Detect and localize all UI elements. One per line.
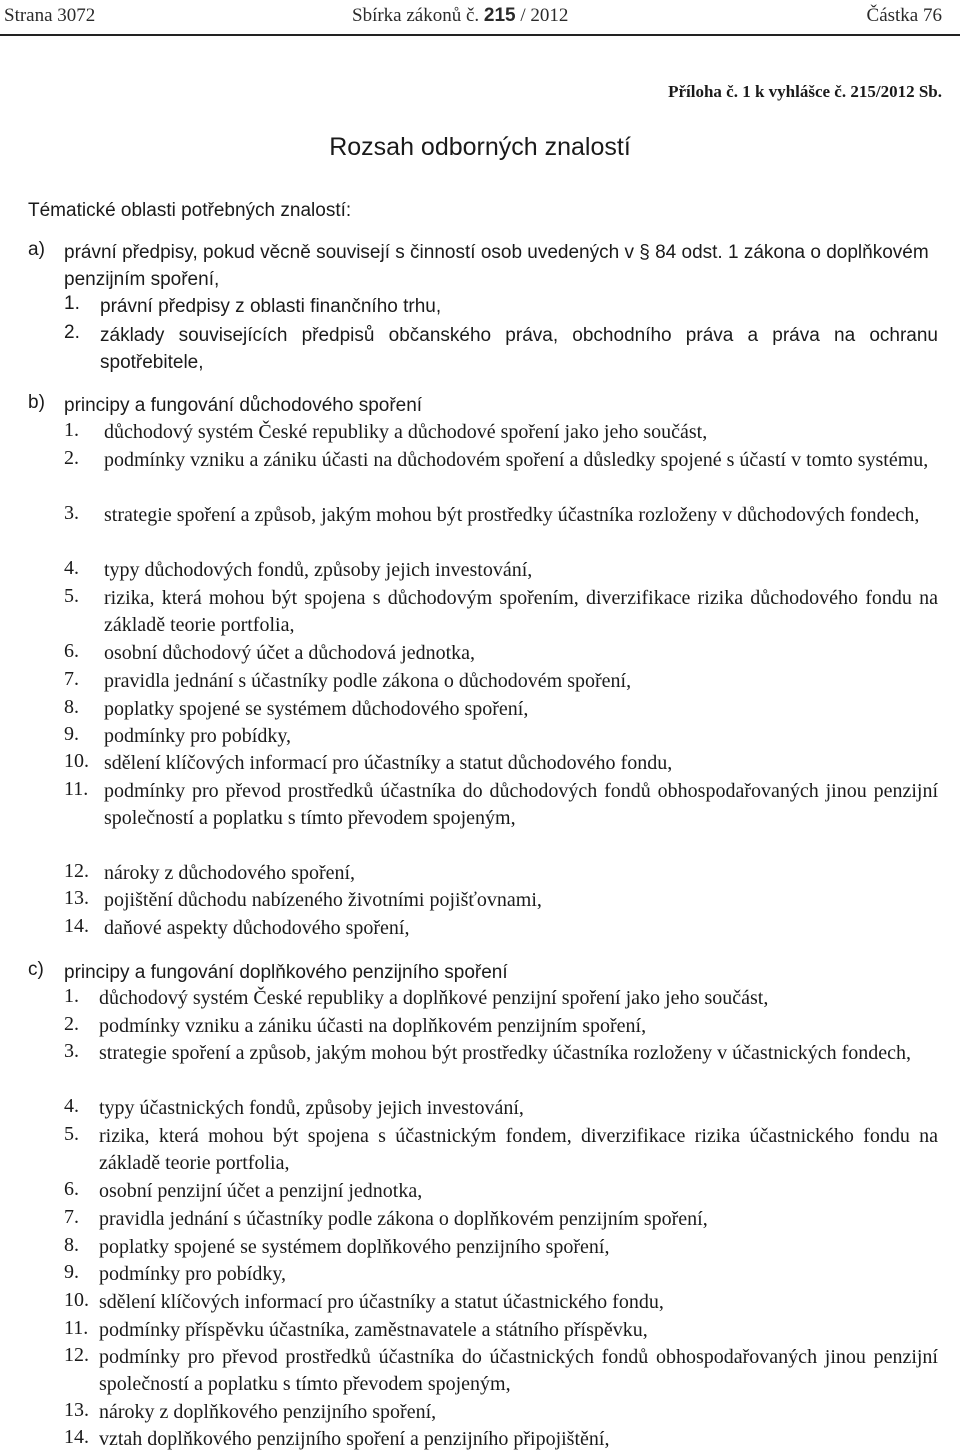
collection-year: / 2012 <box>515 5 569 26</box>
list-item-number: 7. <box>64 1206 79 1228</box>
list-item-text: základy souvisejících předpisů občanského práva, obchodního práva a práva na ochranu spotřebitele, <box>100 325 938 373</box>
section-title: principy a fungování důchodového spoření <box>64 395 423 416</box>
list-item-text: strategie spoření a způsob, jakým mohou být prostředky účastníka rozloženy v důchodových fondech, <box>104 504 920 526</box>
list-item-number: 3. <box>64 1040 79 1062</box>
list-item-text: pojištění důchodu nabízeného životními pojišťovnami, <box>104 889 542 911</box>
list-item-text: sdělení klíčových informací pro účastníky a statut důchodového fondu, <box>104 752 673 774</box>
list-item-number: 14. <box>64 915 89 937</box>
list-item-text: poplatky spojené se systémem doplňkového penzijního spoření, <box>99 1236 610 1258</box>
section-letter: b) <box>28 392 45 413</box>
list-item-text: poplatky spojené se systémem důchodového spoření, <box>104 698 529 720</box>
list-item-number: 6. <box>64 640 79 662</box>
list-item-text: rizika, která mohou být spojena s důchodovým spořením, diverzifikace rizika důchodového fondu na základě teorie portfolia, <box>104 587 938 636</box>
section-title: právní předpisy, pokud věcně souvisejí s činností osob uvedených v § 84 odst. 1 zákona o doplňkovém penzijním spoření, <box>64 242 929 290</box>
list-item-number: 11. <box>64 778 89 800</box>
list-item-text: osobní penzijní účet a penzijní jednotka, <box>99 1180 423 1202</box>
list-item-text: typy účastnických fondů, způsoby jejich investování, <box>99 1097 524 1119</box>
list-item-text: důchodový systém České republiky a doplňkové penzijní spoření jako jeho součást, <box>99 987 769 1009</box>
list-item-number: 13. <box>64 887 89 909</box>
list-item-text: podmínky pro pobídky, <box>99 1263 287 1285</box>
list-item-text: nároky z důchodového spoření, <box>104 862 356 884</box>
list-item-number: 13. <box>64 1399 89 1421</box>
collection-reference <box>352 5 568 27</box>
list-item-number: 12. <box>64 1344 89 1366</box>
list-item-number: 2. <box>64 1013 79 1035</box>
list-item-number: 9. <box>64 1261 79 1283</box>
page-header <box>0 0 960 36</box>
section-title: principy a fungování doplňkového penzijního spoření <box>64 962 508 983</box>
list-item-text: podmínky příspěvku účastníka, zaměstnavatele a státního příspěvku, <box>99 1319 648 1341</box>
list-item-text: nároky z doplňkového penzijního spoření, <box>99 1401 437 1423</box>
list-item-number: 1. <box>64 985 79 1007</box>
list-item-text: sdělení klíčových informací pro účastníky a statut účastnického fondu, <box>99 1291 664 1313</box>
list-item-text: podmínky pro převod prostředků účastníka do účastnických fondů obhospodařovaných jinou penzijní společností a poplatku s tímto převodem spojeným, <box>99 1346 938 1395</box>
section-letter: c) <box>28 959 44 980</box>
list-item-number: 10. <box>64 1289 89 1311</box>
page-number: Strana 3072 <box>4 5 96 26</box>
list-item-number: 2. <box>64 322 80 343</box>
list-item-text: právní předpisy z oblasti finančního trhu, <box>100 296 442 317</box>
list-item-number: 1. <box>64 293 80 314</box>
list-item-text: podmínky vzniku a zániku účasti na doplňkovém penzijním spoření, <box>99 1015 647 1037</box>
list-item-text: podmínky pro pobídky, <box>104 725 292 747</box>
list-item-text: vztah doplňkového penzijního spoření a penzijního připojištění, <box>99 1428 610 1450</box>
annex-reference: Příloha č. 1 k vyhlášce č. 215/2012 Sb. <box>668 82 942 101</box>
list-item-text: typy důchodových fondů, způsoby jejich investování, <box>104 559 533 581</box>
list-item-number: 7. <box>64 668 79 690</box>
list-item-number: 4. <box>64 1095 79 1117</box>
list-item-text: podmínky vzniku a zániku účasti na důchodovém spoření a důsledky spojené s účastí v tomto systému, <box>104 449 929 471</box>
collection-prefix: Sbírka zákonů č. <box>352 5 484 26</box>
collection-number: 215 <box>483 5 516 26</box>
list-item-number: 10. <box>64 750 89 772</box>
list-item-number: 5. <box>64 1123 79 1145</box>
list-item-number: 12. <box>64 860 89 882</box>
list-item-number: 5. <box>64 585 79 607</box>
list-item-number: 11. <box>64 1317 89 1339</box>
list-item-text: důchodový systém České republiky a důchodové spoření jako jeho součást, <box>104 421 708 443</box>
list-item-text: strategie spoření a způsob, jakým mohou být prostředky účastníka rozloženy v účastnických fondech, <box>99 1042 911 1064</box>
list-item-text: osobní důchodový účet a důchodová jednotka, <box>104 642 476 664</box>
list-item-text: daňové aspekty důchodového spoření, <box>104 917 410 939</box>
list-item-number: 14. <box>64 1426 89 1448</box>
list-item-number: 2. <box>64 447 79 469</box>
part-number: Částka 76 <box>866 5 942 26</box>
list-item-text: podmínky pro převod prostředků účastníka do důchodových fondů obhospodařovaných jinou penzijní společností a poplatku s tímto převodem spojeným, <box>104 780 938 829</box>
list-item-text: pravidla jednání s účastníky podle zákona o důchodovém spoření, <box>104 670 632 692</box>
list-item-number: 6. <box>64 1178 79 1200</box>
list-item-text: rizika, která mohou být spojena s účastnickým fondem, diverzifikace rizika účastnického fondu na základě teorie portfolia, <box>99 1125 938 1174</box>
intro-text: Tématické oblasti potřebných znalostí: <box>28 200 352 221</box>
list-item-number: 3. <box>64 502 79 524</box>
list-item-number: 8. <box>64 696 79 718</box>
list-item-number: 9. <box>64 723 79 745</box>
list-item-number: 1. <box>64 419 79 441</box>
list-item-number: 8. <box>64 1234 79 1256</box>
list-item-number: 4. <box>64 557 79 579</box>
document-title: Rozsah odborných znalostí <box>329 133 631 161</box>
section-letter: a) <box>28 239 45 260</box>
list-item-text: pravidla jednání s účastníky podle zákona o doplňkovém penzijním spoření, <box>99 1208 708 1230</box>
